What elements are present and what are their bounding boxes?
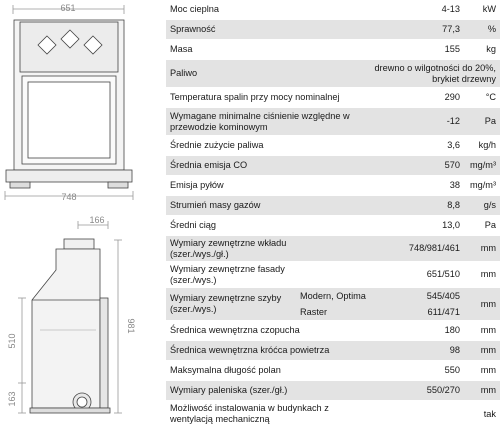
- spec-unit: tak: [483, 408, 496, 419]
- spec-value: 651/510: [426, 269, 460, 279]
- spec-row: [166, 401, 500, 427]
- spec-value: drewno o wilgotności do 20%, brykiet drzewny: [374, 62, 496, 84]
- spec-row: [166, 108, 500, 135]
- spec-label: Masa: [170, 44, 193, 54]
- spec-unit: mm: [480, 365, 496, 375]
- spec-value: 13,0: [442, 220, 460, 230]
- spec-label: Sprawność: [170, 24, 216, 34]
- spec-value: 3,6: [447, 140, 460, 150]
- spec-label: Wymiary zewnętrzne szyby (szer./wys.): [170, 293, 282, 314]
- spec-value: -12: [446, 116, 460, 126]
- spec-label: Wymiary zewnętrzne fasady (szer./wys.): [170, 263, 285, 285]
- spec-label: Strumień masy gazów: [170, 200, 261, 210]
- spec-label: Moc cieplna: [170, 4, 220, 14]
- spec-unit: kg/h: [478, 140, 496, 150]
- side-outlet-height-label: 163: [7, 391, 17, 407]
- spec-value: 748/981/461: [408, 243, 460, 253]
- spec-value: 4-13: [441, 4, 460, 14]
- spec-row: [166, 288, 500, 320]
- spec-row: [166, 236, 500, 261]
- spec-row: [166, 20, 500, 39]
- spec-row: [166, 88, 500, 107]
- spec-row: [166, 361, 500, 380]
- spec-unit: mm: [480, 243, 496, 253]
- front-view: [5, 5, 133, 200]
- spec-row: [166, 0, 500, 19]
- spec-variant-name: Raster: [300, 307, 328, 317]
- side-height-label: 981: [126, 318, 136, 334]
- spec-unit: mm: [480, 345, 496, 355]
- spec-variant-value: 545/405: [426, 291, 460, 301]
- spec-value: 290: [444, 92, 460, 102]
- spec-label: Wymagane minimalne ciśnienie względne w przewodzie kominowym: [170, 110, 350, 132]
- spec-label: Średnica wewnętrzna króćca powietrza: [170, 345, 330, 355]
- spec-value: 98: [449, 345, 460, 355]
- spec-row: [166, 341, 500, 360]
- spec-row: [166, 60, 500, 87]
- spec-value: 38: [449, 180, 460, 190]
- spec-label: Średnia emisja CO: [170, 160, 248, 170]
- spec-row: [166, 176, 500, 195]
- spec-unit: g/s: [483, 200, 496, 210]
- spec-value: 8,8: [447, 200, 460, 210]
- spec-value: 155: [444, 44, 460, 54]
- spec-row: [166, 136, 500, 155]
- spec-label: Maksymalna długość polan: [170, 365, 281, 375]
- spec-row: [166, 156, 500, 175]
- spec-row: [166, 196, 500, 215]
- spec-variant-name: Modern, Optima: [300, 291, 366, 301]
- spec-label: Emisja pyłów: [170, 180, 224, 190]
- spec-unit: mg/m³: [469, 180, 496, 190]
- spec-unit: Pa: [484, 116, 496, 126]
- spec-label: Paliwo: [170, 68, 198, 78]
- spec-row: [166, 216, 500, 235]
- spec-label: Wymiary zewnętrzne wkładu (szer./wys./gł.): [170, 237, 287, 259]
- spec-row: [166, 381, 500, 400]
- spec-unit: °C: [485, 92, 496, 102]
- spec-unit: Pa: [484, 220, 496, 230]
- drawing-canvas: [0, 0, 160, 427]
- spec-label: Możliwość instalowania w budynkach z wentylacją mechaniczną: [170, 403, 329, 424]
- spec-variant-value: 611/471: [427, 307, 460, 317]
- side-depth-label: 166: [89, 215, 105, 225]
- spec-unit: mm: [480, 325, 496, 335]
- spec-unit: mm: [480, 298, 496, 309]
- spec-value: 77,3: [442, 24, 460, 34]
- side-view: [18, 221, 122, 413]
- front-outer-width-label: 748: [61, 192, 77, 202]
- spec-unit: mm: [480, 269, 496, 279]
- spec-unit: mg/m³: [469, 160, 496, 170]
- spec-value: 180: [444, 325, 460, 335]
- spec-unit: kW: [482, 4, 496, 14]
- spec-label: Średni ciąg: [170, 220, 216, 230]
- spec-value: 570: [444, 160, 460, 170]
- spec-unit: mm: [480, 385, 496, 395]
- spec-table: [166, 0, 500, 427]
- side-facade-height-label: 510: [7, 333, 17, 349]
- spec-value: 550: [444, 365, 460, 375]
- spec-row: [166, 262, 500, 287]
- spec-value: 550/270: [426, 385, 460, 395]
- spec-label: Średnica wewnętrzna czopucha: [170, 325, 300, 335]
- spec-unit: kg: [486, 44, 496, 54]
- front-width-label: 651: [60, 3, 76, 13]
- spec-label: Wymiary paleniska (szer./gł.): [170, 385, 288, 395]
- technical-drawings: [0, 0, 160, 427]
- spec-label: Temperatura spalin przy mocy nominalnej: [170, 92, 340, 102]
- spec-unit: %: [487, 24, 496, 34]
- spec-label: Średnie zużycie paliwa: [170, 140, 264, 150]
- spec-row: [166, 40, 500, 59]
- spec-row: [166, 321, 500, 340]
